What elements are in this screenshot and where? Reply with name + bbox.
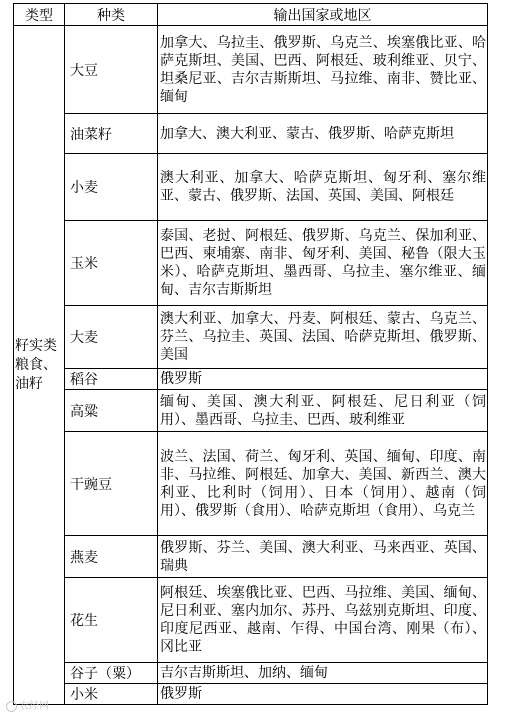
countries-cell: 加拿大、乌拉圭、俄罗斯、乌克兰、埃塞俄比亚、哈萨克斯坦、美国、巴西、阿根廷、玻利维亚、贝宁、坦桑尼亚、吉尔吉斯斯坦、马拉维、南非、赞比亚、缅甸 <box>158 26 488 114</box>
countries-cell: 加拿大、澳大利亚、蒙古、俄罗斯、哈萨克斯坦 <box>158 114 488 154</box>
countries-cell: 泰国、老挝、阿根廷、俄罗斯、乌克兰、保加利亚、巴西、柬埔寨、南非、匈牙利、美国、秘鲁（限大玉米）、哈萨克斯坦、墨西哥、乌拉圭、塞尔维亚、缅甸、吉尔吉斯斯坦 <box>158 221 488 306</box>
watermark-text: 农经网 <box>19 701 49 712</box>
crop-cell: 大豆 <box>65 26 158 114</box>
table-row <box>14 663 488 684</box>
crop-cell: 燕麦 <box>65 536 158 578</box>
countries-cell: 波兰、法国、荷兰、匈牙利、英国、缅甸、印度、南非、马拉维、阿根廷、加拿大、美国、新西兰、澳大利亚、比利时（饲用）、日本（饲用）、越南（饲用）、俄罗斯（食用）、哈萨克斯坦（食用）、乌克兰 <box>158 432 488 536</box>
watermark <box>6 697 49 712</box>
countries-cell: 澳大利亚、加拿大、哈萨克斯坦、匈牙利、塞尔维亚、蒙古、俄罗斯、法国、英国、美国、阿根廷 <box>158 154 488 221</box>
crop-cell: 稻谷 <box>65 369 158 390</box>
countries-cell: 吉尔吉斯斯坦、加纳、缅甸 <box>158 663 488 684</box>
countries-cell: 俄罗斯、芬兰、美国、澳大利亚、马来西亚、英国、瑞典 <box>158 536 488 578</box>
table-row <box>14 221 488 306</box>
crop-cell: 干豌豆 <box>65 432 158 536</box>
crop-cell: 大麦 <box>65 306 158 369</box>
table-row <box>14 390 488 432</box>
category-cell: 籽实类粮食、油籽 <box>14 26 65 705</box>
header-crop: 种类 <box>65 4 158 26</box>
import-table <box>13 3 488 705</box>
header-type: 类型 <box>14 4 65 26</box>
crop-cell: 高粱 <box>65 390 158 432</box>
countries-cell: 俄罗斯 <box>158 369 488 390</box>
table-row <box>14 684 488 705</box>
table-row <box>14 578 488 663</box>
table-row <box>14 536 488 578</box>
header-row <box>14 4 488 26</box>
table-row <box>14 432 488 536</box>
crop-cell: 小米 <box>65 684 158 705</box>
table-row <box>14 369 488 390</box>
countries-cell: 澳大利亚、加拿大、丹麦、阿根廷、蒙古、乌克兰、芬兰、乌拉圭、英国、法国、哈萨克斯坦、俄罗斯、美国 <box>158 306 488 369</box>
table-row <box>14 26 488 114</box>
crop-cell: 小麦 <box>65 154 158 221</box>
countries-cell: 缅甸、美国、澳大利亚、阿根廷、尼日利亚（饲用）、墨西哥、乌拉圭、巴西、玻利维亚 <box>158 390 488 432</box>
table-row <box>14 306 488 369</box>
crop-cell: 玉米 <box>65 221 158 306</box>
crop-cell: 花生 <box>65 578 158 663</box>
countries-cell: 阿根廷、埃塞俄比亚、巴西、马拉维、美国、缅甸、尼日利亚、塞内加尔、苏丹、乌兹别克斯坦、印度、印度尼西亚、越南、乍得、中国台湾、刚果（布）、冈比亚 <box>158 578 488 663</box>
logo-icon <box>6 701 17 712</box>
table-row <box>14 114 488 154</box>
countries-cell: 俄罗斯 <box>158 684 488 705</box>
table-row <box>14 154 488 221</box>
crop-cell: 油菜籽 <box>65 114 158 154</box>
crop-cell: 谷子（粟） <box>65 663 158 684</box>
header-countries: 输出国家或地区 <box>158 4 488 26</box>
